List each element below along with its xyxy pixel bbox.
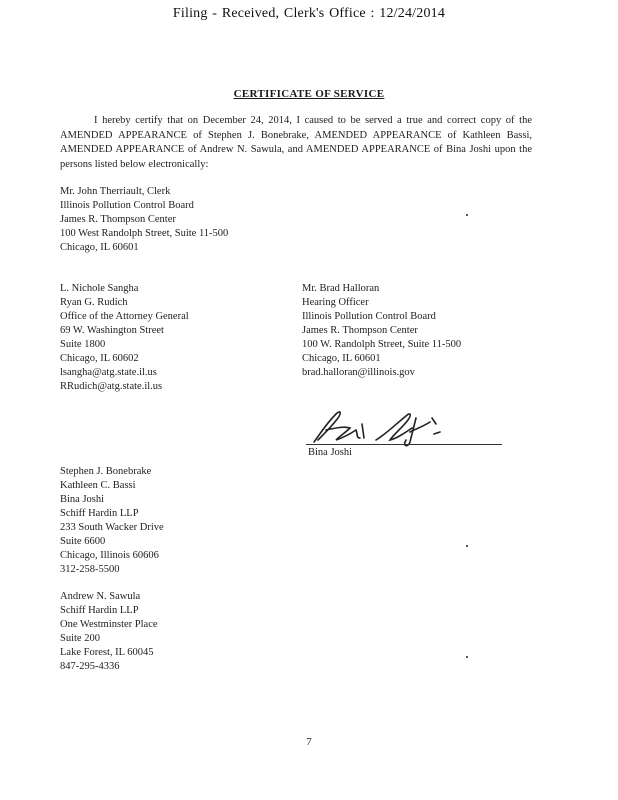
address-line: Hearing Officer [302, 297, 369, 308]
address-line: Mr. John Therriault, Clerk [60, 186, 171, 197]
address-line: Kathleen C. Bassi [60, 480, 136, 491]
address-line: 69 W. Washington Street [60, 325, 164, 336]
signatory-name: Bina Joshi [308, 447, 353, 458]
scan-speck [466, 545, 468, 547]
address-line: Chicago, IL 60602 [60, 353, 139, 364]
address-line: James R. Thompson Center [302, 325, 418, 336]
address-line: Illinois Pollution Control Board [302, 311, 436, 322]
address-line: Ryan G. Rudich [60, 297, 128, 308]
certification-paragraph: I hereby certify that on December 24, 2014, I caused to be served a true and correct copy of the AMENDED APPEARANCE of Stephen J. Bonebrake, AMENDED APPEARANCE of Kathleen Bassi, AMENDED APPEARANCE of Andrew N. Sawula, and AMENDED APPEARANCE of Bina Joshi upon the persons listed below electronically: [60, 115, 532, 170]
address-line: Schiff Hardin LLP [60, 508, 139, 519]
address-line: Office of the Attorney General [60, 311, 189, 322]
address-line: One Westminster Place [60, 619, 158, 630]
filing-stamp: Filing - Received, Clerk's Office : 12/24/2014 [172, 6, 446, 21]
email-link[interactable]: RRudich@atg.state.il.us [60, 381, 163, 392]
address-line: L. Nichole Sangha [60, 283, 139, 294]
page-title: CERTIFICATE OF SERVICE [233, 88, 385, 100]
handwritten-signature [306, 404, 506, 448]
address-line: 100 West Randolph Street, Suite 11-500 [60, 228, 229, 239]
scan-speck [466, 214, 468, 216]
address-line: Chicago, Illinois 60606 [60, 550, 159, 561]
address-line: 100 W. Randolph Street, Suite 11-500 [302, 339, 462, 350]
address-line: Bina Joshi [60, 494, 105, 505]
email-link[interactable]: brad.halloran@illinois.gov [302, 367, 415, 378]
attorney-general-address-block [60, 282, 189, 394]
page-number: 7 [306, 736, 312, 748]
phone-number: 847-295-4336 [60, 661, 120, 672]
signature-line [306, 444, 502, 445]
address-line: Schiff Hardin LLP [60, 605, 139, 616]
address-line: Suite 200 [60, 633, 100, 644]
address-line: 233 South Wacker Drive [60, 522, 164, 533]
schiff-hardin-lake-forest-block [60, 590, 158, 674]
schiff-hardin-chicago-block [60, 465, 164, 577]
email-link[interactable]: lsangha@atg.state.il.us [60, 367, 157, 378]
address-line: James R. Thompson Center [60, 214, 176, 225]
address-line: Suite 6600 [60, 536, 106, 547]
scan-speck [466, 656, 468, 658]
address-line: Suite 1800 [60, 339, 106, 350]
address-line: Lake Forest, IL 60045 [60, 647, 154, 658]
address-line: Illinois Pollution Control Board [60, 200, 194, 211]
address-line: Stephen J. Bonebrake [60, 466, 152, 477]
address-line: Chicago, IL 60601 [302, 353, 381, 364]
address-line: Andrew N. Sawula [60, 591, 141, 602]
address-line: Chicago, IL 60601 [60, 242, 139, 253]
hearing-officer-address-block [302, 282, 461, 380]
phone-number: 312-258-5500 [60, 564, 120, 575]
address-line: Mr. Brad Halloran [302, 283, 380, 294]
clerk-address-block [60, 185, 228, 255]
